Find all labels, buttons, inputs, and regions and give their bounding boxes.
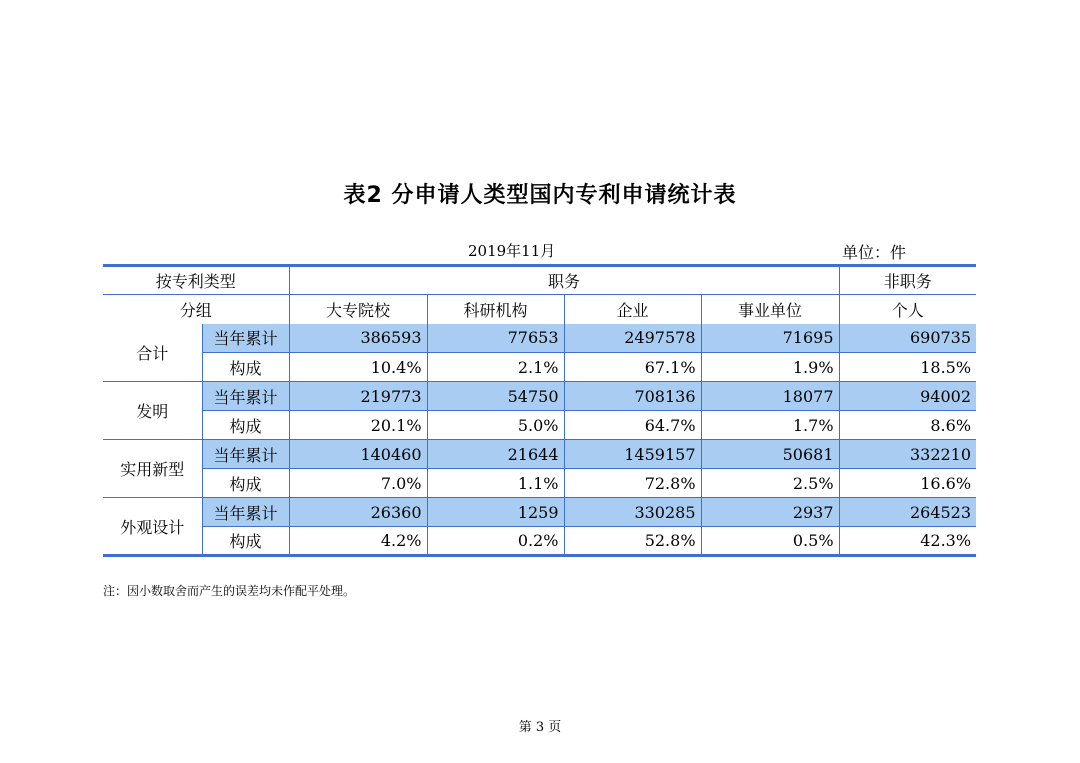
cumulative-label: 当年累计	[202, 324, 289, 353]
share-value: 16.6%	[839, 469, 976, 498]
cumulative-value: 1459157	[564, 440, 701, 469]
patent-statistics-table	[103, 264, 976, 557]
table-row	[103, 527, 976, 556]
column-header: 科研机构	[427, 295, 564, 324]
group-name: 发明	[103, 382, 202, 440]
cumulative-value: 330285	[564, 498, 701, 527]
cumulative-value: 332210	[839, 440, 976, 469]
table-row	[103, 440, 976, 469]
report-date: 2019年11月	[468, 242, 556, 260]
cumulative-value: 71695	[701, 324, 839, 353]
table-row	[103, 353, 976, 382]
share-value: 2.5%	[701, 469, 839, 498]
share-value: 0.5%	[701, 527, 839, 556]
service-header: 职务	[289, 266, 839, 295]
cumulative-value: 50681	[701, 440, 839, 469]
table-row	[103, 498, 976, 527]
cumulative-value: 219773	[289, 382, 427, 411]
share-value: 1.1%	[427, 469, 564, 498]
share-value: 18.5%	[839, 353, 976, 382]
column-header: 企业	[564, 295, 701, 324]
cumulative-value: 54750	[427, 382, 564, 411]
cumulative-value: 77653	[427, 324, 564, 353]
group-name: 实用新型	[103, 440, 202, 498]
share-value: 1.7%	[701, 411, 839, 440]
share-value: 52.8%	[564, 527, 701, 556]
page-number: 第 3 页	[518, 720, 562, 735]
group-name: 外观设计	[103, 498, 202, 556]
group-rows	[103, 324, 976, 556]
share-value: 5.0%	[427, 411, 564, 440]
cumulative-value: 21644	[427, 440, 564, 469]
cumulative-value: 18077	[701, 382, 839, 411]
table-row	[103, 382, 976, 411]
share-value: 64.7%	[564, 411, 701, 440]
share-value: 20.1%	[289, 411, 427, 440]
column-header: 个人	[839, 295, 976, 324]
share-value: 72.8%	[564, 469, 701, 498]
group-label-header-sub: 分组	[103, 295, 289, 324]
share-value: 42.3%	[839, 527, 976, 556]
cumulative-value: 140460	[289, 440, 427, 469]
table-row	[103, 324, 976, 353]
cumulative-value: 690735	[839, 324, 976, 353]
cumulative-value: 26360	[289, 498, 427, 527]
cumulative-value: 1259	[427, 498, 564, 527]
share-value: 67.1%	[564, 353, 701, 382]
table-row	[103, 469, 976, 498]
share-value: 1.9%	[701, 353, 839, 382]
share-value: 7.0%	[289, 469, 427, 498]
share-value: 0.2%	[427, 527, 564, 556]
cumulative-value: 94002	[839, 382, 976, 411]
column-header: 事业单位	[701, 295, 839, 324]
group-label-header: 按专利类型	[103, 266, 289, 295]
cumulative-value: 708136	[564, 382, 701, 411]
share-value: 8.6%	[839, 411, 976, 440]
cumulative-value: 264523	[839, 498, 976, 527]
table-row	[103, 411, 976, 440]
share-label: 构成	[202, 411, 289, 440]
share-label: 构成	[202, 353, 289, 382]
cumulative-value: 2937	[701, 498, 839, 527]
footnote: 注：因小数取舍而产生的误差均未作配平处理。	[103, 584, 356, 598]
column-header: 大专院校	[289, 295, 427, 324]
unit-label: 单位：件	[842, 243, 907, 262]
cumulative-label: 当年累计	[202, 382, 289, 411]
share-value: 4.2%	[289, 527, 427, 556]
header-row-2	[103, 295, 976, 324]
share-label: 构成	[202, 527, 289, 556]
share-value: 2.1%	[427, 353, 564, 382]
share-label: 构成	[202, 469, 289, 498]
cumulative-value: 2497578	[564, 324, 701, 353]
group-name: 合计	[103, 324, 202, 382]
cumulative-value: 386593	[289, 324, 427, 353]
cumulative-label: 当年累计	[202, 498, 289, 527]
table-title: 表2 分申请人类型国内专利申请统计表	[343, 183, 737, 208]
header-row-1	[103, 266, 976, 295]
cumulative-label: 当年累计	[202, 440, 289, 469]
share-value: 10.4%	[289, 353, 427, 382]
non-service-header: 非职务	[839, 266, 976, 295]
